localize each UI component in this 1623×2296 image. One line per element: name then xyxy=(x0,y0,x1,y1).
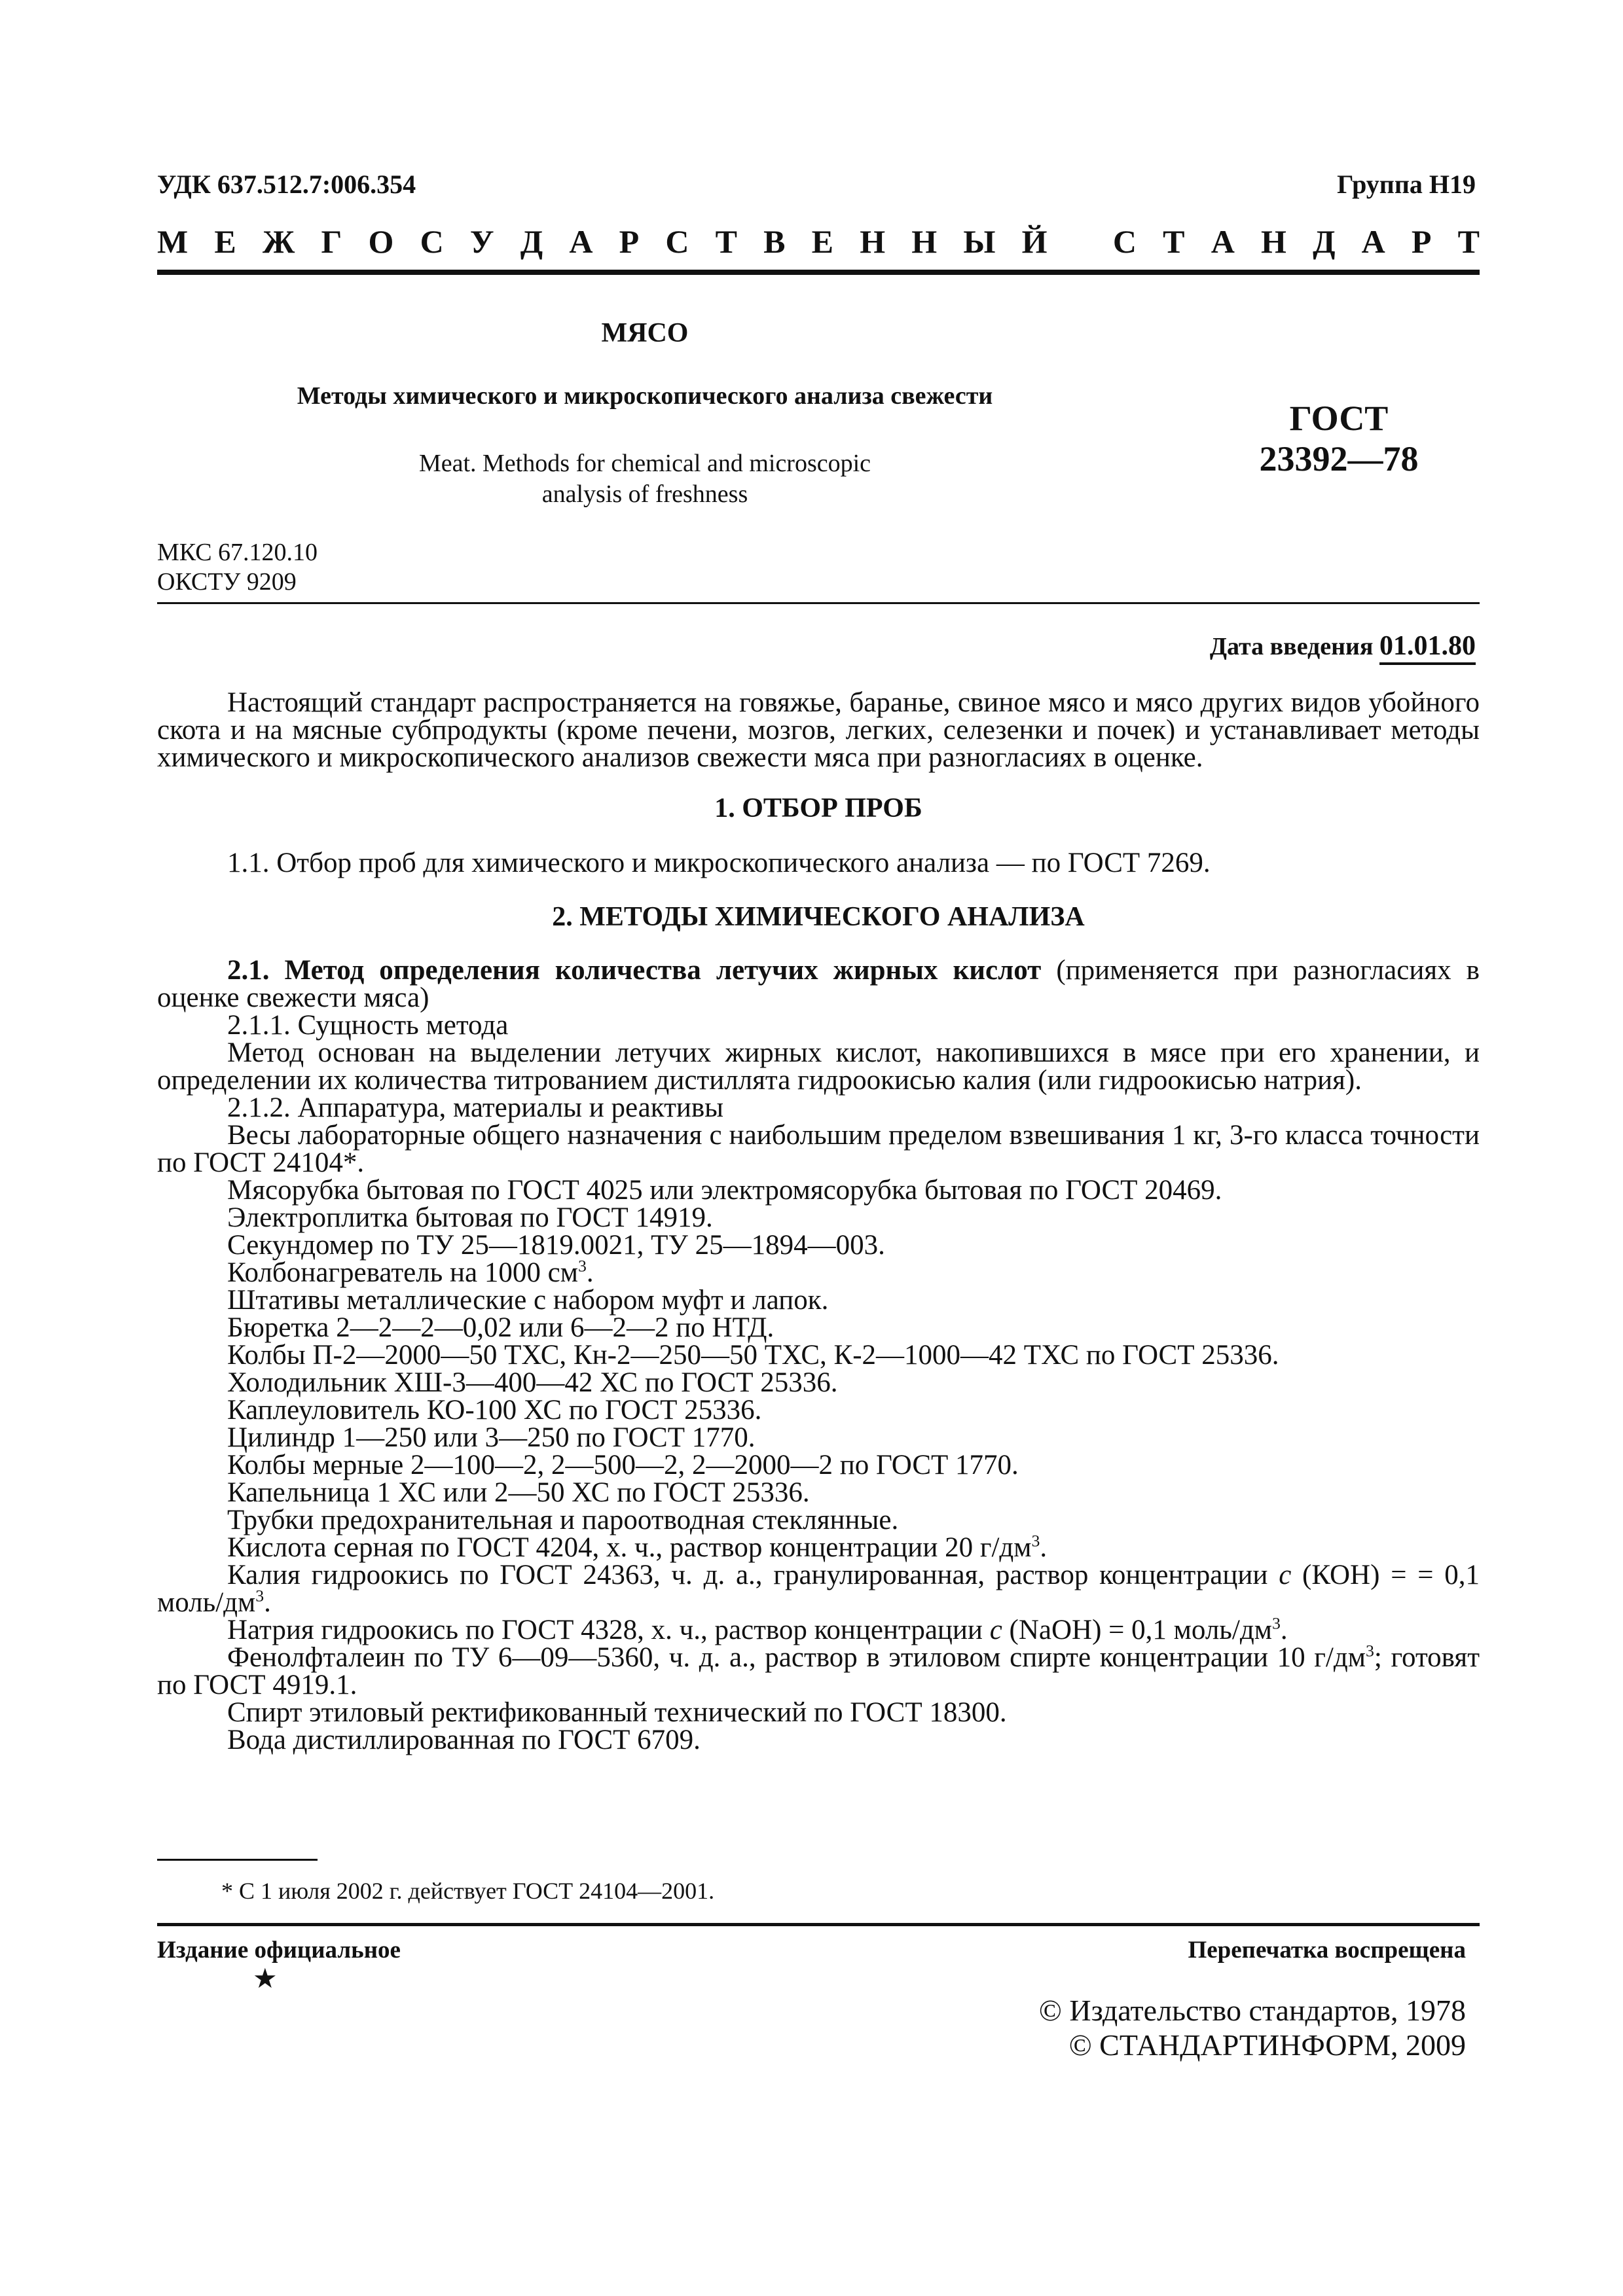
standard-type-letter: В xyxy=(763,223,786,260)
standard-type-letter: Й xyxy=(1021,223,1048,260)
group-code: Группа Н19 xyxy=(1337,170,1476,199)
list-item-potassium-hydroxide: Калия гидроокись по ГОСТ 24363, ч. д. а., гранулированная, раствор концентрации c (КОН) = = 0,1 моль/$дм^3$. xyxy=(157,1560,1480,1618)
intro-date xyxy=(1210,630,1476,662)
standard-type-letter: С xyxy=(420,223,444,260)
list-item-stopwatch: Секундомер по ТУ 25—1819.0021, ТУ 25—1894—003. xyxy=(227,1230,885,1261)
document-subtitle-ru: Методы химического и микроскопического анализа свежести xyxy=(297,382,993,410)
standard-type-letter: Д xyxy=(1313,223,1336,260)
paragraph-2-1-note: (применяется при разногласиях в оценке свежести мяса) xyxy=(157,955,1480,1013)
list-item-scales: Весы лабораторные общего назначения с наибольшим пределом взвешивания 1 кг, 3-го класса точности по ГОСТ 24104*. xyxy=(157,1120,1480,1178)
standard-type-letter: Н xyxy=(911,223,938,260)
classification-rule xyxy=(157,602,1480,604)
document-subtitle-en-line2: analysis of freshness xyxy=(541,480,748,508)
okstu-code: ОКСТУ 9209 xyxy=(157,568,297,596)
standard-type-letter: Е xyxy=(214,223,236,260)
list-item-hotplate: Электроплитка бытовая по ГОСТ 14919. xyxy=(227,1202,713,1233)
standard-type-letter: О xyxy=(368,223,394,260)
standard-type-letter: Р xyxy=(619,223,640,260)
standard-type-letter: Ж xyxy=(262,223,295,260)
standard-type-letter: Т xyxy=(1163,223,1185,260)
body-text xyxy=(157,689,1480,1754)
standard-type-letter xyxy=(1074,223,1087,260)
list-item-phenolphthalein: Фенолфталеин по ТУ 6—09—5360, ч. д. а., раствор в этиловом спирте концентрации 10 $г/дм^3$; готовят по ГОСТ 4919.1. xyxy=(157,1641,1480,1700)
header-rule xyxy=(157,270,1480,275)
list-item-flask-heater: Колбонагреватель на 1000 $см^3$. xyxy=(227,1256,594,1288)
list-item-flasks: Колбы П-2—2000—50 ТХС, Кн-2—250—50 ТХС, К-2—1000—42 ТХС по ГОСТ 25336. xyxy=(227,1340,1279,1371)
list-item-ethanol: Спирт этиловый ректификованный технический по ГОСТ 18300. xyxy=(227,1697,1007,1728)
standard-type-letter: Ы xyxy=(963,223,996,260)
paragraph-2-1 xyxy=(157,957,1480,1012)
standard-type-letter: Г xyxy=(321,223,342,260)
list-item-cylinder: Цилиндр 1—250 или 3—250 по ГОСТ 1770. xyxy=(227,1422,756,1453)
standard-type-letter: А xyxy=(1211,223,1235,260)
paragraph-2-1-1: 2.1.1. Сущность метода xyxy=(227,1010,509,1041)
footer-rule xyxy=(157,1923,1480,1926)
list-item-stands: Штативы металлические с набором муфт и лапок. xyxy=(227,1285,829,1316)
intro-date-value: 01.01.80 xyxy=(1379,631,1476,665)
list-item-sulfuric-acid: Кислота серная по ГОСТ 4204, х. ч., раствор концентрации 20 $г/дм^3$. xyxy=(227,1531,1048,1563)
standard-type-letter: Т xyxy=(1457,223,1480,260)
list-item-tubes: Трубки предохранительная и пароотводная стеклянные. xyxy=(227,1505,899,1535)
standard-type-letter: Д xyxy=(520,223,543,260)
standard-type-letter: А xyxy=(1361,223,1385,260)
standard-type-letter: Р xyxy=(1411,223,1432,260)
section-1-heading: 1. ОТБОР ПРОБ xyxy=(714,793,922,823)
standard-type-letter: А xyxy=(569,223,593,260)
standard-type-letter: У xyxy=(469,223,494,260)
list-item-volumetric-flasks: Колбы мерные 2—100—2, 2—500—2, 2—2000—2 по ГОСТ 1770. xyxy=(227,1450,1019,1480)
reprint-prohibited-label: Перепечатка воспрещена xyxy=(1188,1937,1466,1964)
paragraph-2-1-1-text: Метод основан на выделении летучих жирных кислот, накопившихся в мясе при его хранении, и определении их количества титрованием дистиллята гидроокисью калия (или гидроокисью натрия). xyxy=(157,1037,1480,1096)
paragraph-1-1: 1.1. Отбор проб для химического и микроскопического анализа — по ГОСТ 7269. xyxy=(227,848,1211,878)
footnote: * С 1 июля 2002 г. действует ГОСТ 24104—2001. xyxy=(221,1878,715,1904)
standard-type-letter: Т xyxy=(715,223,737,260)
list-item-condenser: Холодильник ХШ-3—400—42 ХС по ГОСТ 25336. xyxy=(227,1367,838,1398)
list-item-burette: Бюретка 2—2—2—0,02 или 6—2—2 по НТД. xyxy=(227,1312,775,1343)
standard-type-letter: С xyxy=(1112,223,1137,260)
standard-type-letter: М xyxy=(157,223,189,260)
list-item-drop-catcher: Каплеуловитель КО-100 ХС по ГОСТ 25336. xyxy=(227,1395,762,1426)
standard-type-letter: Н xyxy=(860,223,886,260)
official-edition-label: Издание официальное xyxy=(157,1937,401,1964)
standard-type-heading xyxy=(157,223,1480,260)
standard-type-letter: Е xyxy=(811,223,834,260)
list-item-sodium-hydroxide: Натрия гидроокись по ГОСТ 4328, х. ч., раствор концентрации c (NaOH) = 0,1 моль/$дм^3$. xyxy=(227,1613,1288,1645)
section-2-heading: 2. МЕТОДЫ ХИМИЧЕСКОГО АНАЛИЗА xyxy=(552,902,1085,932)
intro-date-label: Дата введения xyxy=(1209,633,1374,660)
star-icon: ★ xyxy=(253,1964,278,1994)
paragraph-2-1-2: 2.1.2. Аппаратура, материалы и реактивы xyxy=(227,1092,724,1123)
list-item-distilled-water: Вода дистиллированная по ГОСТ 6709. xyxy=(227,1725,701,1755)
footnote-rule xyxy=(157,1859,318,1861)
udk-code: УДК 637.512.7:006.354 xyxy=(157,170,416,199)
copyright-2009: © СТАНДАРТИНФОРМ, 2009 xyxy=(1068,2028,1466,2062)
list-item-meat-grinder: Мясорубка бытовая по ГОСТ 4025 или электромясорубка бытовая по ГОСТ 20469. xyxy=(227,1175,1222,1206)
document-title: МЯСО xyxy=(601,318,689,348)
standard-type-letter: Н xyxy=(1260,223,1286,260)
copyright-1978: © Издательство стандартов, 1978 xyxy=(1038,1994,1466,2027)
mks-code: МКС 67.120.10 xyxy=(157,539,318,566)
gost-number: 23392—78 xyxy=(1259,439,1419,478)
list-item-dropper: Капельница 1 ХС или 2—50 ХС по ГОСТ 25336. xyxy=(227,1477,810,1508)
intro-paragraph: Настоящий стандарт распространяется на говяжье, баранье, свиное мясо и мясо других видов убойного скота и на мясные субпродукты (кроме печени, мозгов, легких, селезенки и почек) и устанавливает методы химического и микроскопического анализов свежести мяса при разногласиях в оценке. xyxy=(157,687,1480,773)
gost-label: ГОСТ xyxy=(1289,399,1389,438)
paragraph-2-1-title: 2.1. Метод определения количества летучих жирных кислот xyxy=(227,955,1042,986)
document-subtitle-en-line1: Meat. Methods for chemical and microscopic xyxy=(418,450,871,477)
standard-type-letter: С xyxy=(665,223,689,260)
